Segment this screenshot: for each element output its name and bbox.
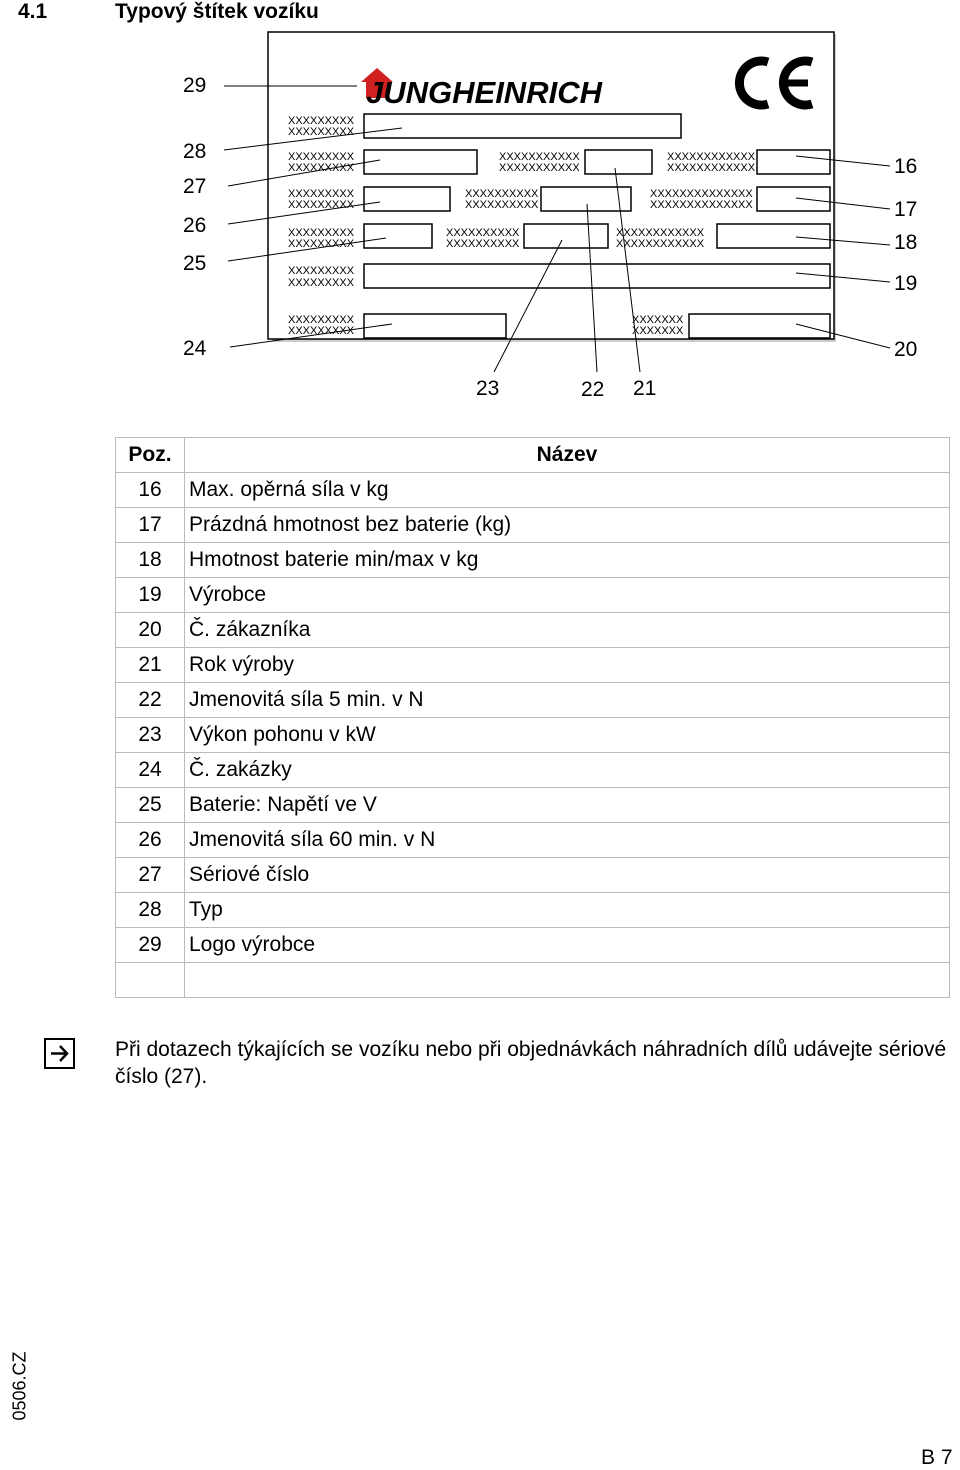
svg-text:XXXXXXXXXX: XXXXXXXXXX: [465, 188, 539, 200]
svg-text:16: 16: [894, 155, 918, 178]
svg-text:XXXXXXXXXXXX: XXXXXXXXXXXX: [616, 238, 705, 250]
svg-text:XXXXXXXXX: XXXXXXXXX: [288, 199, 355, 211]
svg-text:25: 25: [183, 252, 207, 275]
svg-text:21: 21: [633, 377, 657, 400]
row-name: Výkon pohonu v kW: [185, 718, 950, 753]
row-pos: 28: [116, 893, 185, 928]
svg-text:XXXXXXXXX: XXXXXXXXX: [288, 314, 355, 326]
row-pos: 25: [116, 788, 185, 823]
document-code: 0506.CZ: [9, 1351, 30, 1421]
table-row: [116, 858, 950, 893]
svg-text:XXXXXXXXXXXX: XXXXXXXXXXXX: [667, 162, 756, 174]
svg-text:XXXXXXX: XXXXXXX: [632, 314, 684, 326]
svg-text:26: 26: [183, 214, 207, 237]
svg-text:XXXXXXXXX: XXXXXXXXX: [288, 188, 355, 200]
row-pos: 23: [116, 718, 185, 753]
svg-text:XXXXXXXXX: XXXXXXXXX: [288, 126, 355, 138]
row-name: Prázdná hmotnost bez baterie (kg): [185, 508, 950, 543]
row-name: [185, 963, 950, 998]
table-row: [116, 508, 950, 543]
row-name: Baterie: Napětí ve V: [185, 788, 950, 823]
jungheinrich-logo: [361, 68, 603, 110]
svg-text:XXXXXXXXXX: XXXXXXXXXX: [465, 199, 539, 211]
table-row: [116, 543, 950, 578]
svg-text:23: 23: [476, 377, 500, 400]
row-pos: 27: [116, 858, 185, 893]
svg-text:27: 27: [183, 175, 207, 198]
svg-text:XXXXXXXXXXX: XXXXXXXXXXX: [499, 151, 580, 163]
table-row: [116, 788, 950, 823]
svg-text:XXXXXXXXXXXXXX: XXXXXXXXXXXXXX: [650, 188, 753, 200]
svg-text:XXXXXXXXX: XXXXXXXXX: [288, 115, 355, 127]
svg-text:XXXXXXXXXXXXXX: XXXXXXXXXXXXXX: [650, 199, 753, 211]
header-pos: Poz.: [116, 438, 185, 473]
row-name: Jmenovitá síla 5 min. v N: [185, 683, 950, 718]
table-row: [116, 753, 950, 788]
table-row: [116, 928, 950, 963]
table-row: [116, 963, 950, 998]
logo-text: JUNGHEINRICH: [366, 75, 602, 110]
row-pos: 21: [116, 648, 185, 683]
row-name: Č. zakázky: [185, 753, 950, 788]
svg-text:22: 22: [581, 378, 605, 401]
table-row: [116, 613, 950, 648]
row-name: Sériové číslo: [185, 858, 950, 893]
svg-text:18: 18: [894, 231, 918, 254]
row-pos: 26: [116, 823, 185, 858]
row-name: Č. zákazníka: [185, 613, 950, 648]
row-pos: 22: [116, 683, 185, 718]
row-name: Jmenovitá síla 60 min. v N: [185, 823, 950, 858]
row-pos: 18: [116, 543, 185, 578]
svg-text:XXXXXXXXX: XXXXXXXXX: [288, 277, 355, 289]
table-row: [116, 683, 950, 718]
svg-text:24: 24: [183, 337, 207, 360]
row-name: Logo výrobce: [185, 928, 950, 963]
row-pos: 19: [116, 578, 185, 613]
row-pos: [116, 963, 185, 998]
svg-text:XXXXXXXXX: XXXXXXXXX: [288, 325, 355, 337]
legend-table: [115, 437, 950, 998]
row-name: Hmotnost baterie min/max v kg: [185, 543, 950, 578]
page-number: B 7: [921, 1446, 953, 1469]
svg-text:XXXXXXXXX: XXXXXXXXX: [288, 162, 355, 174]
svg-text:19: 19: [894, 272, 918, 295]
svg-text:XXXXXXXXXXXX: XXXXXXXXXXXX: [667, 151, 756, 163]
svg-text:XXXXXXXXX: XXXXXXXXX: [288, 151, 355, 163]
svg-text:28: 28: [183, 140, 207, 163]
svg-text:17: 17: [894, 198, 918, 221]
nameplate-diagram: [0, 0, 960, 410]
row-pos: 17: [116, 508, 185, 543]
svg-text:29: 29: [183, 74, 207, 97]
row-pos: 20: [116, 613, 185, 648]
row-name: Výrobce: [185, 578, 950, 613]
svg-text:XXXXXXXXXX: XXXXXXXXXX: [446, 227, 520, 239]
row-pos: 16: [116, 473, 185, 508]
svg-text:XXXXXXX: XXXXXXX: [632, 325, 684, 337]
row-pos: 29: [116, 928, 185, 963]
row-pos: 24: [116, 753, 185, 788]
svg-text:XXXXXXXXX: XXXXXXXXX: [288, 265, 355, 277]
table-row: [116, 893, 950, 928]
svg-text:XXXXXXXXXXX: XXXXXXXXXXX: [499, 162, 580, 174]
note-text: Při dotazech týkajících se vozíku nebo při objednávkách náhradních dílů udávejte sériové číslo (27).: [115, 1038, 947, 1088]
svg-text:XXXXXXXXX: XXXXXXXXX: [288, 227, 355, 239]
row-name: Rok výroby: [185, 648, 950, 683]
table-row: [116, 648, 950, 683]
table-row: [116, 823, 950, 858]
arrow-right-icon: [44, 1038, 75, 1069]
table-row: [116, 718, 950, 753]
svg-text:XXXXXXXXXX: XXXXXXXXXX: [446, 238, 520, 250]
table-row: [116, 578, 950, 613]
section-number: 4.1: [18, 0, 48, 23]
svg-text:XXXXXXXXX: XXXXXXXXX: [288, 238, 355, 250]
svg-text:XXXXXXXXXXXX: XXXXXXXXXXXX: [616, 227, 705, 239]
section-title: Typový štítek vozíku: [115, 0, 319, 23]
row-name: Typ: [185, 893, 950, 928]
header-name: Název: [185, 438, 950, 473]
legend-header-row: [116, 438, 950, 473]
table-row: [116, 473, 950, 508]
row-name: Max. opěrná síla v kg: [185, 473, 950, 508]
svg-text:20: 20: [894, 338, 918, 361]
